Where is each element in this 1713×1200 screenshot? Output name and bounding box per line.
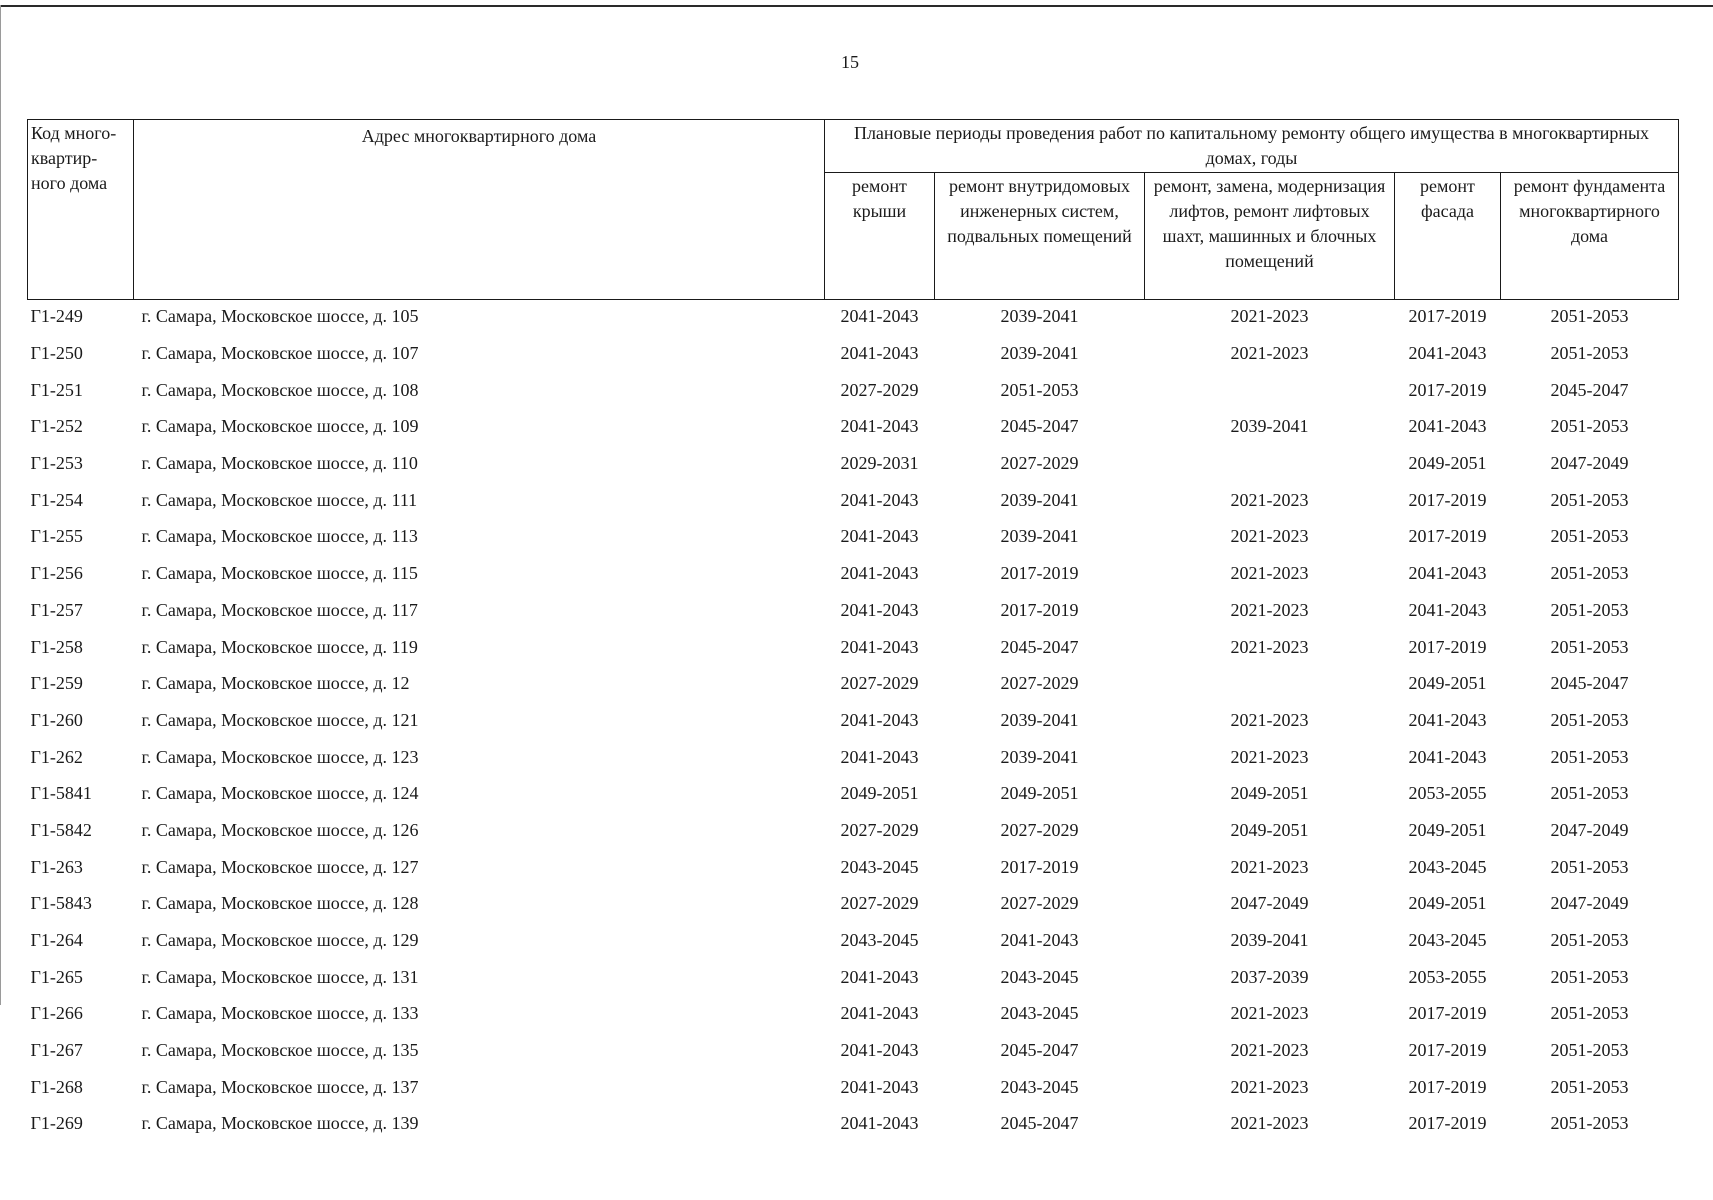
cell-lifts: 2021-2023 (1230, 856, 1309, 877)
cell-lifts: 2021-2023 (1230, 1003, 1309, 1024)
cell-address: г. Самара, Московское шоссе, д. 105 (141, 306, 419, 327)
table-row (28, 1107, 1679, 1144)
cell-systems: 2041-2043 (1000, 930, 1079, 951)
cell-facade: 2049-2051 (1408, 453, 1487, 474)
cell-address: г. Самара, Московское шоссе, д. 111 (141, 489, 418, 510)
cell-address: г. Самара, Московское шоссе, д. 135 (141, 1040, 419, 1061)
cell-roof: 2041-2043 (840, 636, 919, 657)
cell-code: Г1-264 (30, 930, 83, 951)
cell-facade: 2041-2043 (1408, 709, 1487, 730)
table-row (28, 814, 1679, 851)
cell-code: Г1-249 (30, 306, 83, 327)
cell-address: г. Самара, Московское шоссе, д. 119 (141, 636, 418, 657)
cell-facade: 2049-2051 (1408, 893, 1487, 914)
cell-code: Г1-260 (30, 709, 83, 730)
cell-roof: 2041-2043 (840, 709, 919, 730)
cell-facade: 2043-2045 (1408, 930, 1487, 951)
cell-address: г. Самара, Московское шоссе, д. 110 (141, 453, 418, 474)
cell-roof: 2049-2051 (840, 783, 919, 804)
cell-roof: 2041-2043 (840, 1040, 919, 1061)
cell-roof: 2041-2043 (840, 343, 919, 364)
cell-address: г. Самара, Московское шоссе, д. 12 (141, 673, 410, 694)
header-foundation: ремонт фундамента многоквартирного дома (1501, 173, 1679, 300)
cell-foundation: 2051-2053 (1550, 783, 1629, 804)
cell-code: Г1-265 (30, 966, 83, 987)
cell-systems: 2017-2019 (1000, 856, 1079, 877)
cell-systems: 2027-2029 (1000, 673, 1079, 694)
cell-code: Г1-253 (30, 453, 83, 474)
cell-address: г. Самара, Московское шоссе, д. 121 (141, 709, 419, 730)
cell-roof: 2041-2043 (840, 489, 919, 510)
cell-facade: 2017-2019 (1408, 1076, 1487, 1097)
cell-foundation: 2051-2053 (1550, 1040, 1629, 1061)
cell-facade: 2041-2043 (1408, 416, 1487, 437)
cell-systems: 2027-2029 (1000, 819, 1079, 840)
cell-foundation: 2047-2049 (1550, 893, 1629, 914)
cell-address: г. Самара, Московское шоссе, д. 115 (141, 563, 418, 584)
cell-code: Г1-252 (30, 416, 83, 437)
cell-facade: 2049-2051 (1408, 673, 1487, 694)
cell-address: г. Самара, Московское шоссе, д. 123 (141, 746, 419, 767)
table-row (28, 887, 1679, 924)
table-row (28, 667, 1679, 704)
table-row (28, 520, 1679, 557)
cell-code: Г1-268 (30, 1076, 83, 1097)
cell-facade: 2043-2045 (1408, 856, 1487, 877)
top-border-line (0, 5, 1713, 7)
cell-facade: 2017-2019 (1408, 379, 1487, 400)
cell-systems: 2039-2041 (1000, 746, 1079, 767)
cell-facade: 2017-2019 (1408, 1113, 1487, 1134)
cell-facade: 2017-2019 (1408, 306, 1487, 327)
header-lifts: ремонт, замена, модернизация лифтов, ремонт лифтовых шахт, машинных и блочных помещений (1145, 173, 1395, 300)
cell-systems: 2039-2041 (1000, 343, 1079, 364)
cell-lifts: 2021-2023 (1230, 599, 1309, 620)
table-row (28, 1034, 1679, 1071)
table-row (28, 557, 1679, 594)
cell-foundation: 2051-2053 (1550, 636, 1629, 657)
cell-roof: 2027-2029 (840, 379, 919, 400)
table-row (28, 447, 1679, 484)
cell-foundation: 2051-2053 (1550, 930, 1629, 951)
cell-systems: 2039-2041 (1000, 709, 1079, 730)
cell-code: Г1-254 (30, 489, 83, 510)
cell-lifts: 2021-2023 (1230, 563, 1309, 584)
cell-code: Г1-5843 (30, 893, 92, 914)
table-row (28, 1070, 1679, 1107)
cell-facade: 2041-2043 (1408, 563, 1487, 584)
cell-address: г. Самара, Московское шоссе, д. 126 (141, 819, 419, 840)
cell-systems: 2017-2019 (1000, 599, 1079, 620)
cell-lifts: 2021-2023 (1230, 636, 1309, 657)
table-row (28, 924, 1679, 961)
table-row (28, 777, 1679, 814)
cell-code: Г1-256 (30, 563, 83, 584)
cell-systems: 2043-2045 (1000, 1076, 1079, 1097)
table-row (28, 704, 1679, 741)
repair-schedule-table (27, 119, 1679, 1144)
table-row (28, 483, 1679, 520)
cell-lifts: 2021-2023 (1230, 746, 1309, 767)
cell-lifts (1145, 373, 1395, 410)
cell-lifts: 2021-2023 (1230, 306, 1309, 327)
cell-foundation: 2047-2049 (1550, 819, 1629, 840)
cell-lifts: 2021-2023 (1230, 1076, 1309, 1097)
cell-code: Г1-257 (30, 599, 83, 620)
table-row (28, 960, 1679, 997)
table-row (28, 997, 1679, 1034)
cell-address: г. Самара, Московское шоссе, д. 139 (141, 1113, 419, 1134)
cell-lifts: 2021-2023 (1230, 343, 1309, 364)
cell-systems: 2043-2045 (1000, 966, 1079, 987)
cell-address: г. Самара, Московское шоссе, д. 109 (141, 416, 419, 437)
cell-systems: 2043-2045 (1000, 1003, 1079, 1024)
cell-roof: 2041-2043 (840, 563, 919, 584)
cell-code: Г1-258 (30, 636, 83, 657)
cell-facade: 2017-2019 (1408, 489, 1487, 510)
header-facade: ремонт фасада (1395, 173, 1501, 300)
cell-lifts: 2021-2023 (1230, 489, 1309, 510)
cell-foundation: 2051-2053 (1550, 563, 1629, 584)
cell-systems: 2051-2053 (1000, 379, 1079, 400)
cell-foundation: 2051-2053 (1550, 746, 1629, 767)
header-address: Адрес многоквартирного дома (134, 120, 825, 300)
cell-systems: 2017-2019 (1000, 563, 1079, 584)
cell-facade: 2041-2043 (1408, 746, 1487, 767)
cell-address: г. Самара, Московское шоссе, д. 117 (141, 599, 418, 620)
cell-systems: 2039-2041 (1000, 526, 1079, 547)
cell-systems: 2027-2029 (1000, 893, 1079, 914)
cell-foundation: 2051-2053 (1550, 526, 1629, 547)
cell-facade: 2041-2043 (1408, 599, 1487, 620)
cell-address: г. Самара, Московское шоссе, д. 127 (141, 856, 419, 877)
cell-code: Г1-251 (30, 379, 83, 400)
cell-systems: 2039-2041 (1000, 306, 1079, 327)
cell-address: г. Самара, Московское шоссе, д. 137 (141, 1076, 419, 1097)
table-row (28, 594, 1679, 631)
cell-lifts: 2021-2023 (1230, 526, 1309, 547)
table-row (28, 740, 1679, 777)
table-row (28, 850, 1679, 887)
cell-foundation: 2047-2049 (1550, 453, 1629, 474)
cell-lifts: 2047-2049 (1230, 893, 1309, 914)
cell-lifts: 2021-2023 (1230, 1113, 1309, 1134)
cell-address: г. Самара, Московское шоссе, д. 128 (141, 893, 419, 914)
cell-roof: 2041-2043 (840, 306, 919, 327)
cell-code: Г1-263 (30, 856, 83, 877)
cell-roof: 2041-2043 (840, 526, 919, 547)
cell-roof: 2041-2043 (840, 1076, 919, 1097)
cell-foundation: 2051-2053 (1550, 306, 1629, 327)
header-systems: ремонт внутридомовых инженерных систем, подвальных помещений (935, 173, 1145, 300)
cell-lifts: 2039-2041 (1230, 416, 1309, 437)
cell-code: Г1-267 (30, 1040, 83, 1061)
cell-roof: 2041-2043 (840, 1113, 919, 1134)
cell-foundation: 2051-2053 (1550, 966, 1629, 987)
cell-foundation: 2051-2053 (1550, 1076, 1629, 1097)
cell-systems: 2045-2047 (1000, 636, 1079, 657)
cell-lifts: 2049-2051 (1230, 819, 1309, 840)
cell-foundation: 2051-2053 (1550, 856, 1629, 877)
left-border-line (0, 5, 1, 1005)
cell-code: Г1-5841 (30, 783, 92, 804)
cell-roof: 2041-2043 (840, 746, 919, 767)
cell-address: г. Самара, Московское шоссе, д. 107 (141, 343, 419, 364)
cell-foundation: 2051-2053 (1550, 1003, 1629, 1024)
cell-roof: 2027-2029 (840, 819, 919, 840)
page-number: 15 (841, 52, 859, 72)
cell-systems: 2027-2029 (1000, 453, 1079, 474)
cell-code: Г1-5842 (30, 819, 92, 840)
cell-systems: 2045-2047 (1000, 1040, 1079, 1061)
header-code: Код много-квартир-ного дома (28, 120, 134, 300)
cell-foundation: 2051-2053 (1550, 416, 1629, 437)
cell-foundation: 2045-2047 (1550, 379, 1629, 400)
header-roof: ремонт крыши (825, 173, 935, 300)
cell-foundation: 2051-2053 (1550, 343, 1629, 364)
cell-code: Г1-266 (30, 1003, 83, 1024)
cell-code: Г1-255 (30, 526, 83, 547)
cell-address: г. Самара, Московское шоссе, д. 124 (141, 783, 419, 804)
cell-foundation: 2051-2053 (1550, 489, 1629, 510)
cell-facade: 2017-2019 (1408, 1003, 1487, 1024)
cell-systems: 2045-2047 (1000, 1113, 1079, 1134)
cell-roof: 2027-2029 (840, 673, 919, 694)
cell-facade: 2053-2055 (1408, 966, 1487, 987)
cell-foundation: 2051-2053 (1550, 709, 1629, 730)
cell-roof: 2029-2031 (840, 453, 919, 474)
cell-systems: 2039-2041 (1000, 489, 1079, 510)
cell-address: г. Самара, Московское шоссе, д. 129 (141, 930, 419, 951)
cell-code: Г1-250 (30, 343, 83, 364)
cell-roof: 2041-2043 (840, 599, 919, 620)
cell-lifts: 2049-2051 (1230, 783, 1309, 804)
cell-address: г. Самара, Московское шоссе, д. 133 (141, 1003, 419, 1024)
cell-code: Г1-259 (30, 673, 83, 694)
cell-facade: 2041-2043 (1408, 343, 1487, 364)
cell-foundation: 2045-2047 (1550, 673, 1629, 694)
header-row-top (28, 120, 1679, 173)
cell-foundation: 2051-2053 (1550, 599, 1629, 620)
cell-roof: 2043-2045 (840, 856, 919, 877)
table-header (28, 120, 1679, 300)
cell-lifts: 2037-2039 (1230, 966, 1309, 987)
cell-lifts: 2021-2023 (1230, 709, 1309, 730)
cell-code: Г1-269 (30, 1113, 83, 1134)
table-row (28, 630, 1679, 667)
header-periods-group: Плановые периоды проведения работ по капитальному ремонту общего имущества в многоквартирных домах, годы (825, 120, 1679, 173)
cell-facade: 2049-2051 (1408, 819, 1487, 840)
cell-roof: 2027-2029 (840, 893, 919, 914)
cell-facade: 2053-2055 (1408, 783, 1487, 804)
table-row (28, 410, 1679, 447)
table-row (28, 337, 1679, 374)
cell-address: г. Самара, Московское шоссе, д. 108 (141, 379, 419, 400)
cell-roof: 2041-2043 (840, 416, 919, 437)
table-row (28, 300, 1679, 337)
cell-facade: 2017-2019 (1408, 636, 1487, 657)
cell-systems: 2049-2051 (1000, 783, 1079, 804)
cell-systems: 2045-2047 (1000, 416, 1079, 437)
cell-lifts: 2039-2041 (1230, 930, 1309, 951)
cell-roof: 2041-2043 (840, 1003, 919, 1024)
table-row (28, 373, 1679, 410)
cell-lifts (1145, 667, 1395, 704)
cell-foundation: 2051-2053 (1550, 1113, 1629, 1134)
table-body (28, 300, 1679, 1144)
cell-lifts: 2021-2023 (1230, 1040, 1309, 1061)
cell-lifts (1145, 447, 1395, 484)
cell-facade: 2017-2019 (1408, 526, 1487, 547)
cell-address: г. Самара, Московское шоссе, д. 113 (141, 526, 418, 547)
cell-roof: 2043-2045 (840, 930, 919, 951)
cell-roof: 2041-2043 (840, 966, 919, 987)
cell-address: г. Самара, Московское шоссе, д. 131 (141, 966, 419, 987)
cell-facade: 2017-2019 (1408, 1040, 1487, 1061)
cell-code: Г1-262 (30, 746, 83, 767)
